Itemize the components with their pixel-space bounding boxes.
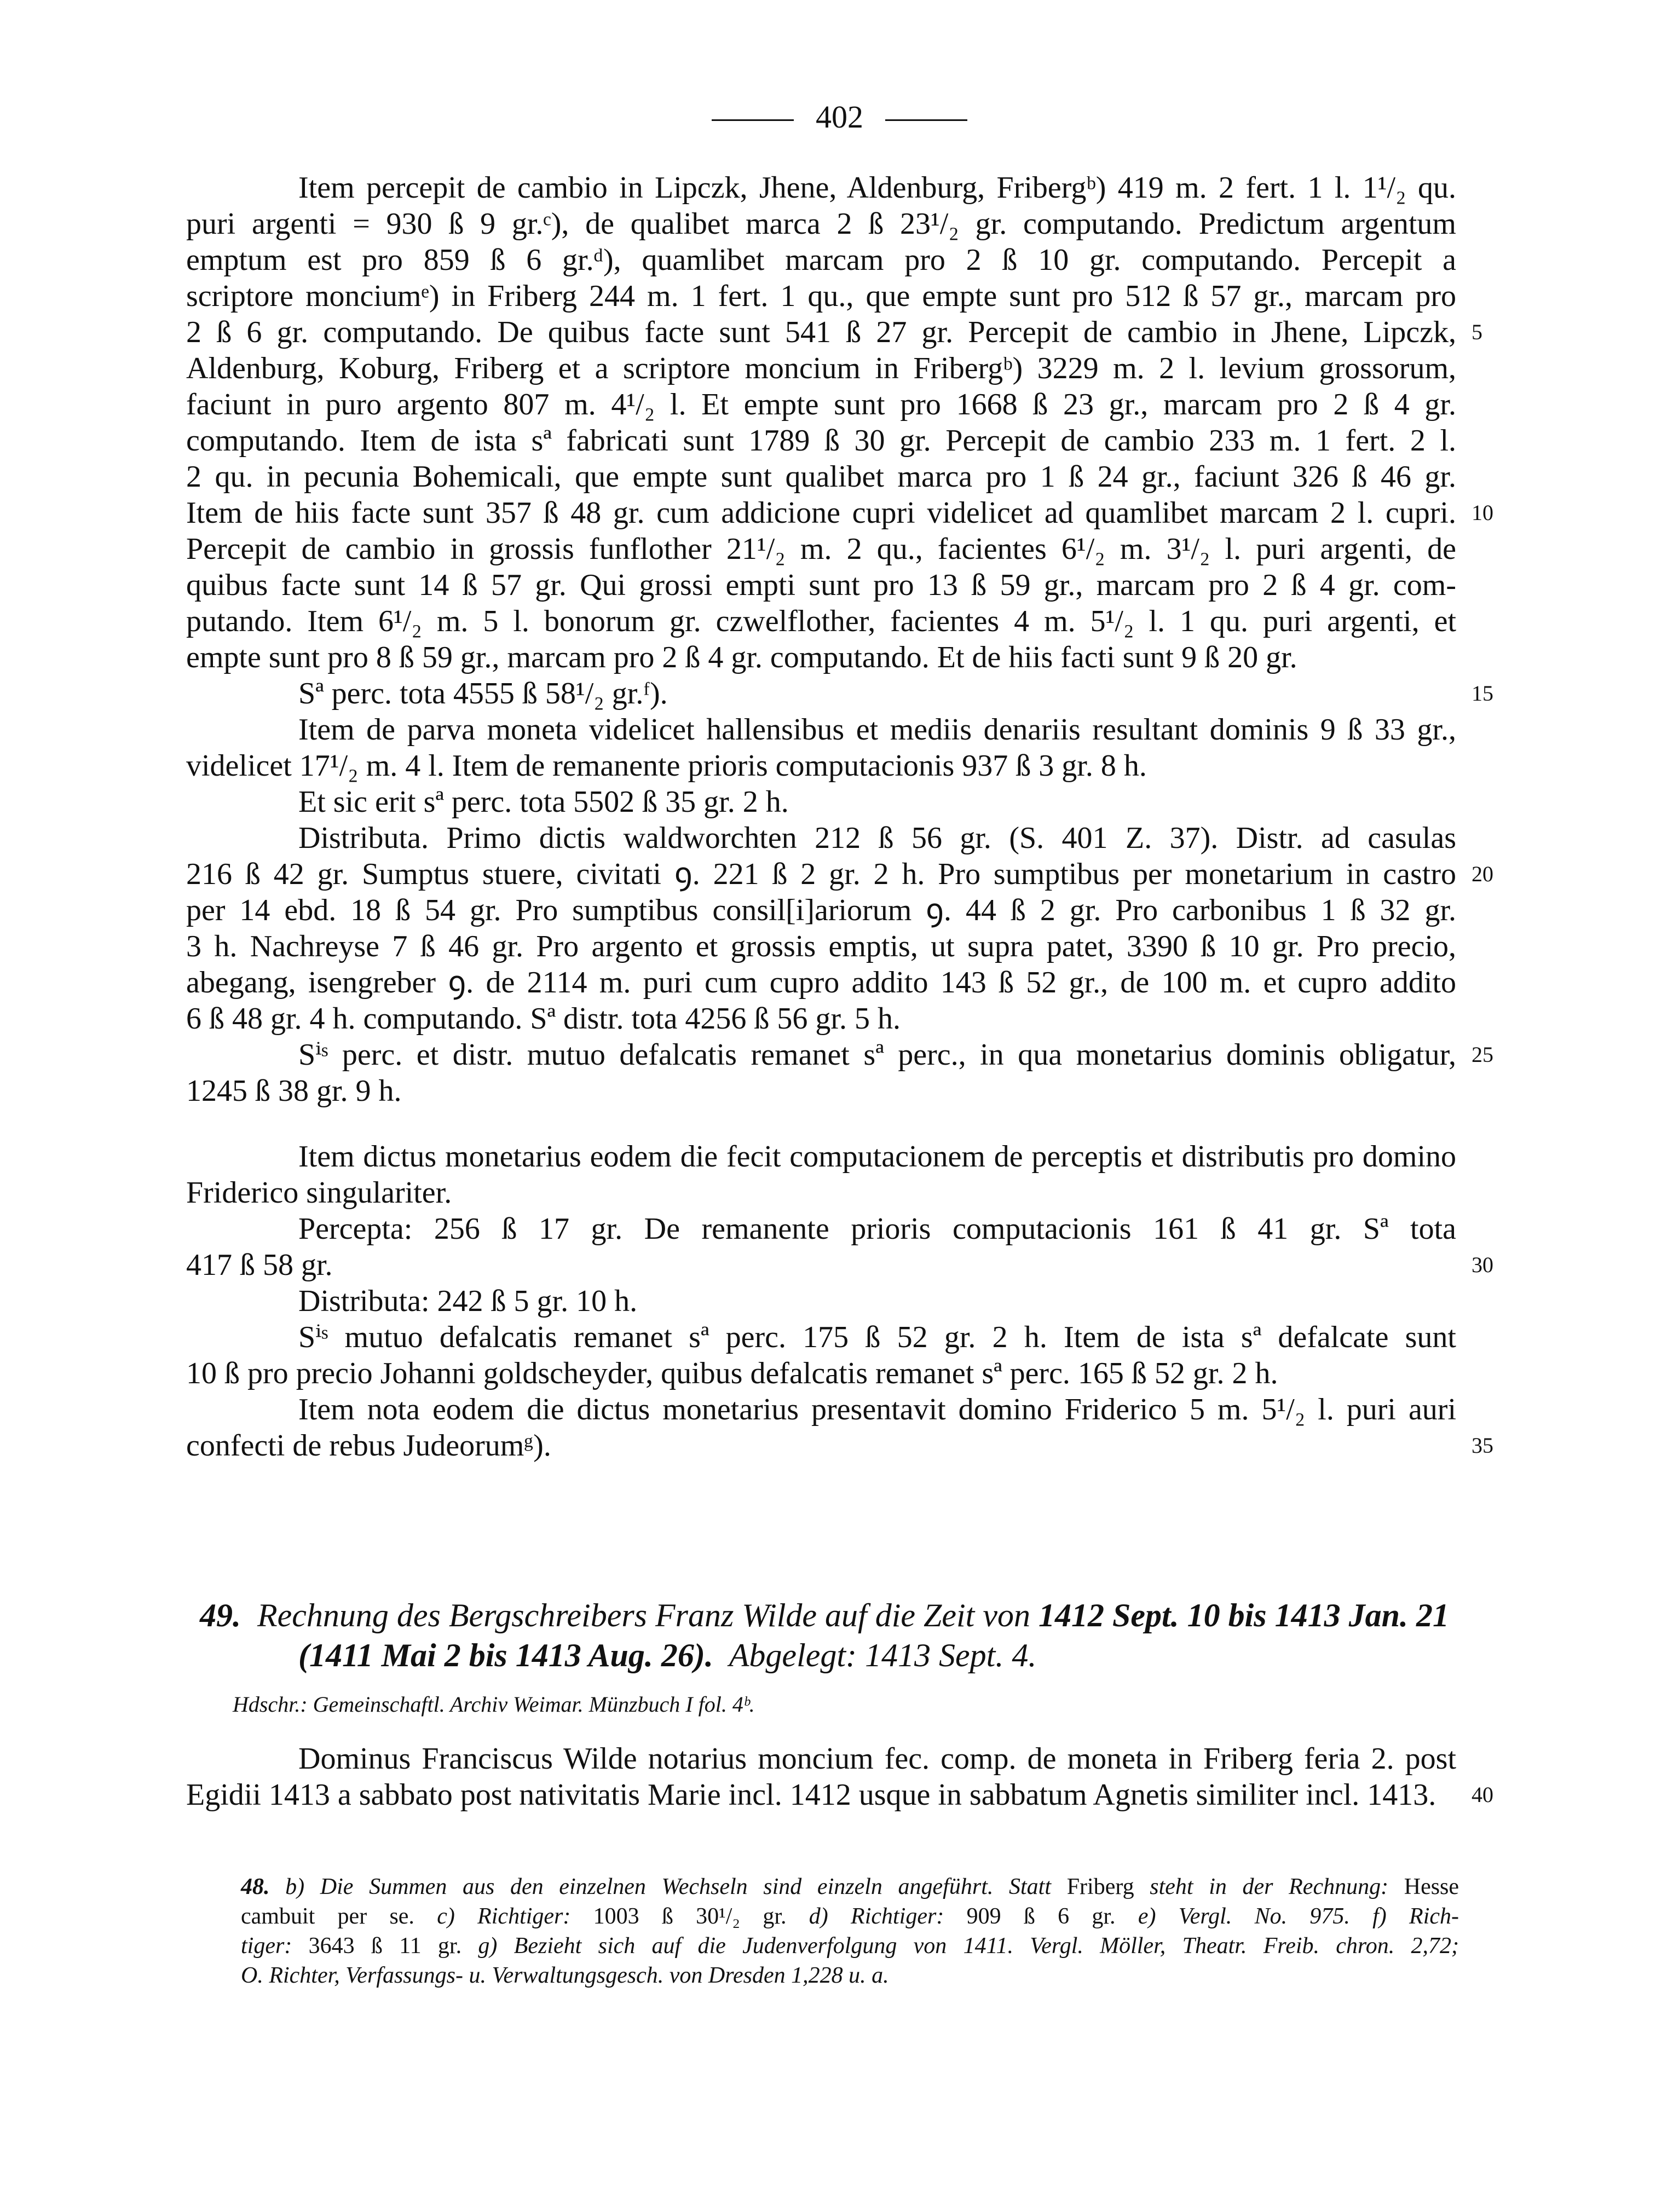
footnote-line <box>241 1872 1459 1902</box>
section-heading-line1 <box>200 1596 1459 1635</box>
body-line: 2 qu. in pecunia Bohemicali, que empte sunt qualibet marca pro 1 ß 24 gr., faciunt 326 ß 46 gr. <box>186 460 1456 494</box>
body-line: Item dictus monetarius eodem die fecit computacionem de perceptis et distributis pro domino <box>298 1140 1456 1174</box>
line-number: 25 <box>1472 1042 1493 1067</box>
body-line: putando. Item 6¹/₂ m. 5 l. bonorum gr. czwelflother, facientes 4 m. 5¹/₂ l. 1 qu. puri argenti, et <box>186 604 1456 638</box>
body-line: Sⁱˢ mutuo defalcatis remanet sª perc. 175 ß 52 gr. 2 h. Item de ista sª defalcate sunt <box>298 1320 1456 1354</box>
body-line: videlicet 17¹/₂ m. 4 l. Item de remanente prioris computacionis 937 ß 3 gr. 8 h. <box>186 749 1147 783</box>
footnote-text: g) Bezieht sich auf die Judenverfolgung von 1411. Vergl. Möller, Theatr. Freib. chron. 2,72; <box>478 1933 1459 1959</box>
body-line: Item percepit de cambio in Lipczk, Jhene, Aldenburg, Fribergᵇ) 419 m. 2 fert. 1 l. 1¹/₂ qu. <box>298 171 1456 205</box>
line-number: 20 <box>1472 862 1493 886</box>
footnote-line: O. Richter, Verfassungs- u. Verwaltungsgesch. von Dresden 1,228 u. a. <box>241 1963 889 1988</box>
footnote-text: cambuit per se. <box>241 1904 414 1929</box>
body-line: confecti de rebus Judeorumᵍ). <box>186 1429 551 1463</box>
body-line: Et sic erit sª perc. tota 5502 ß 35 gr. 2 h. <box>298 785 789 819</box>
body-line: Friderico singulariter. <box>186 1176 452 1210</box>
footnote-line <box>241 1931 1459 1961</box>
body-line: Egidii 1413 a sabbato post nativitatis Marie incl. 1412 usque in sabbatum Agnetis similiter incl. 1413. <box>186 1778 1436 1812</box>
body-line: Distributa. Primo dictis waldworchten 212 ß 56 gr. (S. 401 Z. 37). Distr. ad casulas <box>298 821 1456 855</box>
rule-left <box>712 119 794 121</box>
heading-dates: 1412 Sept. 10 bis 1413 Jan. 21 <box>1038 1597 1450 1633</box>
footnote-text: Hesse <box>1404 1874 1459 1899</box>
line-number: 10 <box>1472 500 1493 525</box>
line-number: 15 <box>1472 681 1493 706</box>
rule-right <box>885 119 967 121</box>
body-line: 10 ß pro precio Johanni goldscheyder, quibus defalcatis remanet sª perc. 165 ß 52 gr. 2 h. <box>186 1356 1278 1390</box>
page-number-text: 402 <box>816 99 863 135</box>
body-line: faciunt in puro argento 807 m. 4¹/₂ l. Et empte sunt pro 1668 ß 23 gr., marcam pro 2 ß 4 gr. <box>186 388 1456 421</box>
body-line: 216 ß 42 gr. Sumptus stuere, civitati ꝯ. 221 ß 2 gr. 2 h. Pro sumptibus per monetarium in castro <box>186 857 1456 891</box>
manuscript-source: Hdschr.: Gemeinschaftl. Archiv Weimar. Münzbuch I fol. 4ᵇ. <box>233 1692 755 1717</box>
body-line: emptum est pro 859 ß 6 gr.ᵈ), quamlibet marcam pro 2 ß 10 gr. computando. Percepit a <box>186 243 1456 277</box>
body-line: 417 ß 58 gr. <box>186 1248 333 1282</box>
body-line: Sª perc. tota 4555 ß 58¹/₂ gr.ᶠ). <box>298 677 668 711</box>
footnote-label: 48. <box>241 1874 270 1899</box>
section-number: 49. <box>200 1597 241 1633</box>
heading-deposit: Abgelegt: 1413 Sept. 4. <box>729 1637 1037 1673</box>
body-line: Item de parva moneta videlicet hallensibus et mediis denariis resultant dominis 9 ß 33 gr., <box>298 713 1456 747</box>
body-line: Item nota eodem die dictus monetarius presentavit domino Friderico 5 m. 5¹/₂ l. puri auri <box>298 1393 1456 1426</box>
body-line: per 14 ebd. 18 ß 54 gr. Pro sumptibus consil[i]ariorum ꝯ. 44 ß 2 gr. Pro carbonibus 1 ß 32 gr. <box>186 893 1456 927</box>
body-line: Percepta: 256 ß 17 gr. De remanente prioris computacionis 161 ß 41 gr. Sª tota <box>298 1212 1456 1246</box>
body-line: 1245 ß 38 gr. 9 h. <box>186 1074 402 1108</box>
line-number: 40 <box>1472 1782 1493 1807</box>
footnote-text: steht in der Rechnung: <box>1150 1874 1389 1899</box>
line-number: 35 <box>1472 1433 1493 1458</box>
body-line: puri argenti = 930 ß 9 gr.ᶜ), de qualibet marca 2 ß 23¹/₂ gr. computando. Predictum argentum <box>186 207 1456 241</box>
section-heading-line2 <box>298 1636 1557 1675</box>
footnote-text: d) Richtiger: <box>809 1904 944 1929</box>
body-line: Dominus Franciscus Wilde notarius moncium fec. comp. de moneta in Friberg feria 2. post <box>298 1742 1456 1776</box>
body-line: quibus facte sunt 14 ß 57 gr. Qui grossi empti sunt pro 13 ß 59 gr., marcam pro 2 ß 4 gr. com- <box>186 568 1456 602</box>
footnote-text: 3643 ß 11 gr. <box>308 1933 462 1959</box>
body-line: computando. Item de ista sª fabricati sunt 1789 ß 30 gr. Percepit de cambio 233 m. 1 fert. 2 l. <box>186 424 1456 458</box>
footnote-text: e) Vergl. No. 975. f) Rich- <box>1138 1904 1459 1929</box>
heading-text-a: Rechnung des Bergschreibers Franz Wilde auf die Zeit von <box>257 1597 1030 1633</box>
body-line: 2 ß 6 gr. computando. De quibus facte sunt 541 ß 27 gr. Percepit de cambio in Jhene, Lipczk, <box>186 315 1456 349</box>
footnote-line <box>241 1902 1459 1931</box>
footnote-text: c) Richtiger: <box>437 1904 571 1929</box>
body-line: Percepit de cambio in grossis funflother 21¹/₂ m. 2 qu., facientes 6¹/₂ m. 3¹/₂ l. puri argenti, de <box>186 532 1456 566</box>
body-line: Item de hiis facte sunt 357 ß 48 gr. cum addicione cupri videlicet ad quamlibet marcam 2 l. cupri. <box>186 496 1456 530</box>
line-number: 30 <box>1472 1252 1493 1277</box>
body-line: scriptore monciumᵉ) in Friberg 244 m. 1 fert. 1 qu., que empte sunt pro 512 ß 57 gr., marcam pro <box>186 279 1456 313</box>
body-line: Sⁱˢ perc. et distr. mutuo defalcatis remanet sª perc., in qua monetarius dominis obligatur, <box>298 1038 1456 1072</box>
line-number: 5 <box>1472 320 1482 344</box>
footnote-text: Friberg <box>1066 1874 1134 1899</box>
body-line: abegang, isengreber ꝯ. de 2114 m. puri cum cupro addito 143 ß 52 gr., de 100 m. et cupro addito <box>186 966 1456 1000</box>
footnote-text: b) Die Summen aus den einzelnen Wechseln sind einzeln angeführt. Statt <box>285 1874 1052 1899</box>
footnote-text: 1003 ß 30¹/₂ gr. <box>593 1904 787 1929</box>
footnote-text: tiger: <box>241 1933 292 1959</box>
footnote-text: 909 ß 6 gr. <box>966 1904 1116 1929</box>
body-line: 3 h. Nachreyse 7 ß 46 gr. Pro argento et grossis emptis, ut supra patet, 3390 ß 10 gr. Pro precio, <box>186 929 1456 963</box>
page-number <box>0 99 1679 135</box>
body-line: Aldenburg, Koburg, Friberg et a scriptore moncium in Fribergᵇ) 3229 m. 2 l. levium grossorum, <box>186 351 1456 385</box>
heading-dates-alt: (1411 Mai 2 bis 1413 Aug. 26). <box>298 1637 713 1673</box>
body-line: empte sunt pro 8 ß 59 gr., marcam pro 2 ß 4 gr. computando. Et de hiis facti sunt 9 ß 20 gr. <box>186 640 1297 674</box>
body-line: 6 ß 48 gr. 4 h. computando. Sª distr. tota 4256 ß 56 gr. 5 h. <box>186 1002 901 1036</box>
body-line: Distributa: 242 ß 5 gr. 10 h. <box>298 1284 638 1318</box>
